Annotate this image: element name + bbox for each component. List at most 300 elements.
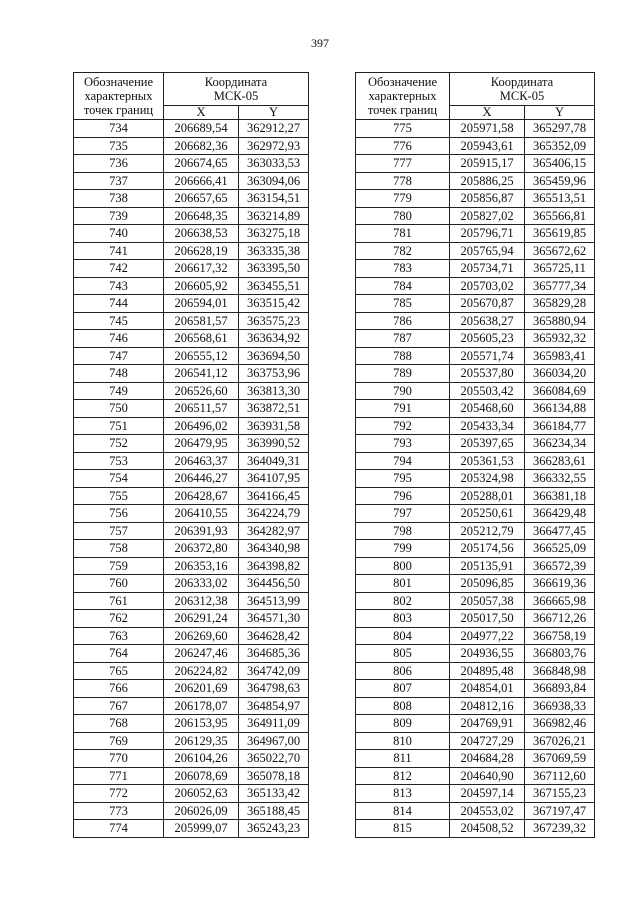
table-row [356,365,595,383]
y-coordinate-cell: 364798,63 [239,680,309,698]
x-coordinate-cell: 205856,87 [450,190,525,208]
point-id-cell: 792 [356,417,450,435]
point-id-cell: 809 [356,715,450,733]
x-coordinate-cell: 205212,79 [450,522,525,540]
x-coordinate-cell: 204854,01 [450,680,525,698]
y-coordinate-cell: 364049,31 [239,452,309,470]
y-coordinate-cell: 366938,33 [525,697,595,715]
point-id-cell: 780 [356,207,450,225]
table-row [74,382,309,400]
x-column-header: X [164,106,239,120]
x-coordinate-cell: 205886,25 [450,172,525,190]
x-coordinate-cell: 206648,35 [164,207,239,225]
x-coordinate-cell: 204936,55 [450,645,525,663]
y-coordinate-cell: 363694,50 [239,347,309,365]
table-row [356,662,595,680]
x-coordinate-cell: 205324,98 [450,470,525,488]
x-coordinate-cell: 206605,92 [164,277,239,295]
table-row [74,452,309,470]
x-coordinate-cell: 206541,12 [164,365,239,383]
y-coordinate-cell: 367112,60 [525,767,595,785]
y-coordinate-cell: 366034,20 [525,365,595,383]
y-coordinate-cell: 364911,09 [239,715,309,733]
point-id-cell: 753 [74,452,164,470]
coordinates-table-left [73,72,309,838]
y-coordinate-cell: 365297,78 [525,120,595,138]
y-coordinate-cell: 364282,97 [239,522,309,540]
point-id-cell: 748 [74,365,164,383]
y-coordinate-cell: 366572,39 [525,557,595,575]
point-id-cell: 768 [74,715,164,733]
x-coordinate-cell: 205670,87 [450,295,525,313]
x-coordinate-cell: 206674,65 [164,155,239,173]
y-coordinate-cell: 366803,76 [525,645,595,663]
table-row [356,137,595,155]
point-id-cell: 770 [74,750,164,768]
point-id-cell: 786 [356,312,450,330]
x-coordinate-cell: 206628,19 [164,242,239,260]
table-row [356,330,595,348]
table-row [356,277,595,295]
x-coordinate-cell: 205135,91 [450,557,525,575]
point-id-cell: 735 [74,137,164,155]
point-id-cell: 737 [74,172,164,190]
point-id-cell: 767 [74,697,164,715]
y-coordinate-cell: 363094,06 [239,172,309,190]
x-coordinate-cell: 205796,71 [450,225,525,243]
point-id-cell: 808 [356,697,450,715]
table-row [356,785,595,803]
x-coordinate-cell: 206372,80 [164,540,239,558]
x-coordinate-cell: 204812,16 [450,697,525,715]
table-row [74,610,309,628]
x-coordinate-cell: 205734,71 [450,260,525,278]
y-coordinate-cell: 367069,59 [525,750,595,768]
y-coordinate-cell: 364166,45 [239,487,309,505]
x-coordinate-cell: 204727,29 [450,732,525,750]
point-id-cell: 813 [356,785,450,803]
point-id-cell: 744 [74,295,164,313]
y-coordinate-cell: 363033,53 [239,155,309,173]
table-row [356,697,595,715]
y-coordinate-cell: 366477,45 [525,522,595,540]
point-id-cell: 741 [74,242,164,260]
x-coordinate-cell: 204977,22 [450,627,525,645]
point-id-cell: 758 [74,540,164,558]
x-coordinate-cell: 206526,60 [164,382,239,400]
point-id-cell: 800 [356,557,450,575]
point-id-cell: 776 [356,137,450,155]
table-row [74,155,309,173]
table-row [356,172,595,190]
table-row [74,470,309,488]
y-coordinate-cell: 363990,52 [239,435,309,453]
y-coordinate-cell: 367197,47 [525,802,595,820]
x-coordinate-cell: 206104,26 [164,750,239,768]
y-coordinate-cell: 365777,34 [525,277,595,295]
point-id-cell: 778 [356,172,450,190]
x-coordinate-cell: 206247,46 [164,645,239,663]
x-coordinate-cell: 205250,61 [450,505,525,523]
x-coordinate-cell: 205999,07 [164,820,239,838]
y-coordinate-cell: 366332,55 [525,470,595,488]
table-row [74,400,309,418]
table-row [74,505,309,523]
point-id-cell: 772 [74,785,164,803]
y-coordinate-cell: 365078,18 [239,767,309,785]
table-row [356,627,595,645]
y-coordinate-cell: 365983,41 [525,347,595,365]
point-id-cell: 762 [74,610,164,628]
y-coordinate-cell: 366893,84 [525,680,595,698]
y-coordinate-cell: 366525,09 [525,540,595,558]
point-id-cell: 739 [74,207,164,225]
x-coordinate-cell: 205537,80 [450,365,525,383]
point-id-cell: 782 [356,242,450,260]
point-id-cell: 804 [356,627,450,645]
table-row [74,225,309,243]
y-coordinate-cell: 365672,62 [525,242,595,260]
table-row [74,277,309,295]
point-id-cell: 810 [356,732,450,750]
x-coordinate-cell: 205397,65 [450,435,525,453]
table-row [356,575,595,593]
table-row [356,470,595,488]
point-id-cell: 777 [356,155,450,173]
x-coordinate-cell: 205943,61 [450,137,525,155]
point-id-cell: 806 [356,662,450,680]
x-coordinate-cell: 205057,38 [450,592,525,610]
x-coordinate-cell: 205571,74 [450,347,525,365]
table-row [356,312,595,330]
y-coordinate-cell: 364513,99 [239,592,309,610]
y-coordinate-cell: 364224,79 [239,505,309,523]
table-row [356,802,595,820]
table-row [356,382,595,400]
y-coordinate-cell: 366429,48 [525,505,595,523]
table-row [74,365,309,383]
table-row [74,137,309,155]
x-coordinate-cell: 206269,60 [164,627,239,645]
y-coordinate-cell: 365022,70 [239,750,309,768]
table-row [74,295,309,313]
x-column-header: X [450,106,525,120]
point-id-cell: 791 [356,400,450,418]
x-coordinate-cell: 204508,52 [450,820,525,838]
point-id-cell: 755 [74,487,164,505]
y-coordinate-cell: 365566,81 [525,207,595,225]
y-column-header: Y [525,106,595,120]
y-coordinate-cell: 363335,38 [239,242,309,260]
table-row [356,295,595,313]
table-row [74,190,309,208]
x-coordinate-cell: 206224,82 [164,662,239,680]
point-id-cell: 760 [74,575,164,593]
table-row [356,610,595,628]
y-coordinate-cell: 365513,51 [525,190,595,208]
x-coordinate-cell: 205361,53 [450,452,525,470]
point-id-cell: 736 [74,155,164,173]
point-label-header: Обозначение характерных точек границ [356,73,450,120]
point-id-cell: 789 [356,365,450,383]
y-coordinate-cell: 366134,88 [525,400,595,418]
y-coordinate-cell: 363455,51 [239,277,309,295]
table-row [74,347,309,365]
point-id-cell: 807 [356,680,450,698]
table-row [74,785,309,803]
table-row [356,225,595,243]
x-coordinate-cell: 206638,53 [164,225,239,243]
x-coordinate-cell: 206052,63 [164,785,239,803]
point-id-cell: 787 [356,330,450,348]
table-row [74,592,309,610]
point-id-cell: 765 [74,662,164,680]
x-coordinate-cell: 206617,32 [164,260,239,278]
y-coordinate-cell: 364967,00 [239,732,309,750]
point-id-cell: 783 [356,260,450,278]
point-id-cell: 745 [74,312,164,330]
x-coordinate-cell: 206078,69 [164,767,239,785]
point-id-cell: 734 [74,120,164,138]
x-coordinate-cell: 204597,14 [450,785,525,803]
x-coordinate-cell: 206129,35 [164,732,239,750]
table-row [74,172,309,190]
y-coordinate-cell: 362972,93 [239,137,309,155]
point-id-cell: 738 [74,190,164,208]
x-coordinate-cell: 205638,27 [450,312,525,330]
table-row [74,207,309,225]
x-coordinate-cell: 206201,69 [164,680,239,698]
y-coordinate-cell: 365619,85 [525,225,595,243]
y-coordinate-cell: 364628,42 [239,627,309,645]
point-id-cell: 785 [356,295,450,313]
point-id-cell: 784 [356,277,450,295]
y-coordinate-cell: 363872,51 [239,400,309,418]
table-row [74,120,309,138]
point-id-cell: 750 [74,400,164,418]
y-coordinate-cell: 365188,45 [239,802,309,820]
table-row [356,540,595,558]
y-coordinate-cell: 366381,18 [525,487,595,505]
point-id-cell: 761 [74,592,164,610]
table-row [74,645,309,663]
table-row [74,435,309,453]
x-coordinate-cell: 204895,48 [450,662,525,680]
x-coordinate-cell: 205096,85 [450,575,525,593]
point-id-cell: 779 [356,190,450,208]
table-row [74,242,309,260]
point-id-cell: 754 [74,470,164,488]
point-id-cell: 812 [356,767,450,785]
y-coordinate-cell: 365829,28 [525,295,595,313]
table-row [356,732,595,750]
table-row [356,487,595,505]
table-row [74,260,309,278]
x-coordinate-cell: 205703,02 [450,277,525,295]
point-label-header: Обозначение характерных точек границ [74,73,164,120]
table-row [356,452,595,470]
y-coordinate-cell: 366234,34 [525,435,595,453]
x-coordinate-cell: 206391,93 [164,522,239,540]
point-id-cell: 788 [356,347,450,365]
table-row [74,557,309,575]
point-id-cell: 764 [74,645,164,663]
x-coordinate-cell: 206291,24 [164,610,239,628]
x-coordinate-cell: 205827,02 [450,207,525,225]
x-coordinate-cell: 206428,67 [164,487,239,505]
table-row [356,680,595,698]
y-coordinate-cell: 364456,50 [239,575,309,593]
point-id-cell: 775 [356,120,450,138]
table-row [356,347,595,365]
point-id-cell: 757 [74,522,164,540]
y-coordinate-cell: 363634,92 [239,330,309,348]
table-row [74,767,309,785]
y-coordinate-cell: 366848,98 [525,662,595,680]
point-id-cell: 795 [356,470,450,488]
point-id-cell: 781 [356,225,450,243]
point-id-cell: 749 [74,382,164,400]
y-coordinate-cell: 363575,23 [239,312,309,330]
y-coordinate-cell: 366283,61 [525,452,595,470]
table-row [356,190,595,208]
x-coordinate-cell: 205605,23 [450,330,525,348]
y-coordinate-cell: 364854,97 [239,697,309,715]
point-id-cell: 766 [74,680,164,698]
y-coordinate-cell: 363931,58 [239,417,309,435]
table-row [356,260,595,278]
table-row [356,645,595,663]
y-coordinate-cell: 364742,09 [239,662,309,680]
point-id-cell: 793 [356,435,450,453]
y-coordinate-cell: 365880,94 [525,312,595,330]
x-coordinate-cell: 206178,07 [164,697,239,715]
table-row [356,155,595,173]
y-coordinate-cell: 363515,42 [239,295,309,313]
y-coordinate-cell: 366712,26 [525,610,595,628]
point-id-cell: 811 [356,750,450,768]
x-coordinate-cell: 204769,91 [450,715,525,733]
x-coordinate-cell: 206153,95 [164,715,239,733]
x-coordinate-cell: 206479,95 [164,435,239,453]
table-row [74,312,309,330]
table-row [356,435,595,453]
x-coordinate-cell: 206446,27 [164,470,239,488]
x-coordinate-cell: 205915,17 [450,155,525,173]
point-id-cell: 797 [356,505,450,523]
y-coordinate-cell: 366184,77 [525,417,595,435]
table-row [74,715,309,733]
point-id-cell: 771 [74,767,164,785]
x-coordinate-cell: 206511,57 [164,400,239,418]
table-row [74,627,309,645]
x-coordinate-cell: 205174,56 [450,540,525,558]
point-id-cell: 740 [74,225,164,243]
point-id-cell: 790 [356,382,450,400]
table-row [356,592,595,610]
y-coordinate-cell: 364398,82 [239,557,309,575]
y-coordinate-cell: 367026,21 [525,732,595,750]
table-row [74,697,309,715]
point-id-cell: 805 [356,645,450,663]
table-row [356,767,595,785]
y-coordinate-cell: 364685,36 [239,645,309,663]
coordinate-system-header: Координата МСК-05 [450,73,595,106]
point-id-cell: 743 [74,277,164,295]
x-coordinate-cell: 206312,38 [164,592,239,610]
point-id-cell: 803 [356,610,450,628]
table-row [74,330,309,348]
y-coordinate-cell: 362912,27 [239,120,309,138]
x-coordinate-cell: 206657,65 [164,190,239,208]
table-row [74,540,309,558]
x-coordinate-cell: 206496,02 [164,417,239,435]
table-row [356,750,595,768]
coordinate-system-header: Координата МСК-05 [164,73,309,106]
table-row [74,680,309,698]
table-row [356,242,595,260]
point-id-cell: 747 [74,347,164,365]
y-coordinate-cell: 365932,32 [525,330,595,348]
point-id-cell: 756 [74,505,164,523]
table-row [356,207,595,225]
x-coordinate-cell: 205433,34 [450,417,525,435]
point-id-cell: 796 [356,487,450,505]
table-row [74,487,309,505]
x-coordinate-cell: 206353,16 [164,557,239,575]
table-row [74,522,309,540]
table-row [74,802,309,820]
table-row [74,662,309,680]
point-id-cell: 746 [74,330,164,348]
y-coordinate-cell: 365133,42 [239,785,309,803]
table-row [356,557,595,575]
y-coordinate-cell: 365352,09 [525,137,595,155]
point-id-cell: 769 [74,732,164,750]
point-id-cell: 759 [74,557,164,575]
y-coordinate-cell: 363214,89 [239,207,309,225]
point-id-cell: 801 [356,575,450,593]
table-row [356,400,595,418]
y-coordinate-cell: 364340,98 [239,540,309,558]
y-coordinate-cell: 363154,51 [239,190,309,208]
table-row [74,750,309,768]
y-coordinate-cell: 363395,50 [239,260,309,278]
coordinates-table-right [355,72,595,838]
table-row [74,820,309,838]
x-coordinate-cell: 206463,37 [164,452,239,470]
y-coordinate-cell: 365725,11 [525,260,595,278]
x-coordinate-cell: 205288,01 [450,487,525,505]
x-coordinate-cell: 206594,01 [164,295,239,313]
x-coordinate-cell: 206410,55 [164,505,239,523]
y-coordinate-cell: 366665,98 [525,592,595,610]
point-id-cell: 751 [74,417,164,435]
point-id-cell: 794 [356,452,450,470]
x-coordinate-cell: 204684,28 [450,750,525,768]
x-coordinate-cell: 205017,50 [450,610,525,628]
y-coordinate-cell: 366982,46 [525,715,595,733]
y-coordinate-cell: 363753,96 [239,365,309,383]
x-coordinate-cell: 206555,12 [164,347,239,365]
page-number: 397 [311,36,329,50]
point-id-cell: 742 [74,260,164,278]
point-id-cell: 763 [74,627,164,645]
point-id-cell: 773 [74,802,164,820]
table-row [356,715,595,733]
point-id-cell: 799 [356,540,450,558]
point-id-cell: 815 [356,820,450,838]
